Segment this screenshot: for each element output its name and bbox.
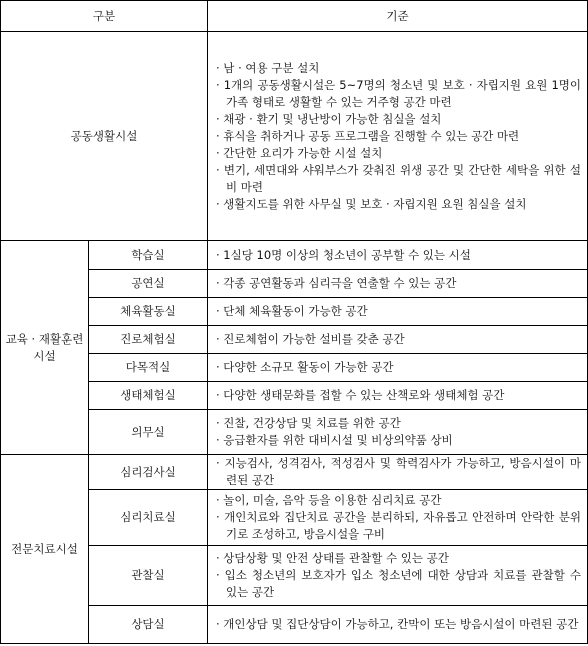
table-row [1, 455, 588, 490]
section-education-rehab: 교육 · 재활훈련시설 [1, 241, 89, 455]
list-item: · 다양한 생태문화를 접할 수 있는 산책로와 생태체험 공간 [216, 388, 505, 402]
section-communal-living: 공동생활시설 [1, 32, 208, 241]
table-row [1, 241, 588, 270]
list-item: · 1실당 10명 이상의 청소년이 공부할 수 있는 시설 [216, 247, 471, 262]
criteria-cell [208, 241, 588, 270]
sub-category: 심리검사실 [89, 455, 208, 490]
criteria-cell [208, 326, 588, 354]
table-row [1, 606, 588, 644]
list-item: · 다양한 소규모 활동이 가능한 공간 [216, 360, 394, 374]
list-item: · 1개의 공동생활시설은 5~7명의 청소년 및 보호 · 자립지원 요원 1명이 가족 형태로 생활할 수 있는 거주형 공간 마련 [216, 77, 581, 109]
criteria-cell [208, 490, 588, 546]
header-criteria: 기준 [208, 1, 588, 32]
sub-category: 공연실 [89, 270, 208, 298]
sub-category: 다목적실 [89, 354, 208, 382]
list-item: · 단체 체육활동이 가능한 공간 [216, 304, 368, 318]
list-item: · 각종 공연활동과 심리극을 연출할 수 있는 공간 [216, 276, 457, 290]
list-item: · 진찰, 건강상담 및 치료를 위한 공간 [216, 416, 401, 430]
list-item: · 남 · 여용 구분 설치 [216, 60, 320, 75]
table-row-communal [1, 32, 588, 241]
section-specialized-treatment: 전문치료시설 [1, 455, 89, 644]
table-header-row [1, 1, 588, 32]
list-item: · 응급환자를 위한 대비시설 및 비상의약품 상비 [216, 433, 453, 447]
sub-category: 심리치료실 [89, 490, 208, 546]
list-item: · 놀이, 미술, 음악 등을 이용한 심리치료 공간 [216, 493, 442, 507]
sub-category: 생태체험실 [89, 382, 208, 410]
list-item: · 입소 청소년의 보호자가 입소 청소년에 대한 상담과 치료를 관찰할 수 있는 공간 [216, 568, 581, 599]
sub-category: 학습실 [89, 241, 208, 270]
list-item: · 변기, 세면대와 샤워부스가 갖춰진 위생 공간 및 간단한 세탁을 위한 설비 마련 [216, 162, 581, 194]
table-row [1, 490, 588, 546]
criteria-cell [208, 298, 588, 326]
sub-category: 의무실 [89, 410, 208, 455]
list-item: · 휴식을 취하거나 공동 프로그램을 진행할 수 있는 공간 마련 [216, 128, 520, 143]
list-item: · 지능검사, 성격검사, 적성검사 및 학력검사가 가능하고, 방음시설이 마련된 공간 [216, 456, 581, 487]
list-item: · 간단한 요리가 가능한 시설 설치 [216, 145, 383, 160]
list-item: · 생활지도를 위한 사무실 및 보호 · 자립지원 요원 침실을 설치 [216, 196, 527, 211]
list-item: · 상담상황 및 안전 상태를 관찰할 수 있는 공간 [216, 551, 449, 565]
criteria-cell [208, 270, 588, 298]
sub-category: 관찰실 [89, 546, 208, 606]
table-row [1, 382, 588, 410]
sub-category: 진로체험실 [89, 326, 208, 354]
list-item: · 개인상담 및 집단상담이 가능하고, 칸막이 또는 방음시설이 마련된 공간 [216, 617, 579, 631]
criteria-cell [208, 455, 588, 490]
table-row [1, 270, 588, 298]
sub-category: 상담실 [89, 606, 208, 644]
list-item: · 진로체험이 가능한 설비를 갖춘 공간 [216, 332, 405, 346]
table-row [1, 326, 588, 354]
list-item: · 개인치료와 집단치료 공간을 분리하되, 자유롭고 안전하며 안락한 분위기로 조성하고, 방음시설을 구비 [216, 510, 581, 541]
criteria-cell [208, 410, 588, 455]
criteria-communal-living [208, 32, 588, 241]
table-row [1, 410, 588, 455]
header-category: 구분 [1, 1, 208, 32]
table-row [1, 298, 588, 326]
sub-category: 체육활동실 [89, 298, 208, 326]
criteria-cell [208, 546, 588, 606]
list-item: · 채광 · 환기 및 냉난방이 가능한 침실을 설치 [216, 111, 442, 126]
criteria-cell [208, 382, 588, 410]
criteria-cell [208, 354, 588, 382]
criteria-cell [208, 606, 588, 644]
table-row [1, 546, 588, 606]
table-row [1, 354, 588, 382]
